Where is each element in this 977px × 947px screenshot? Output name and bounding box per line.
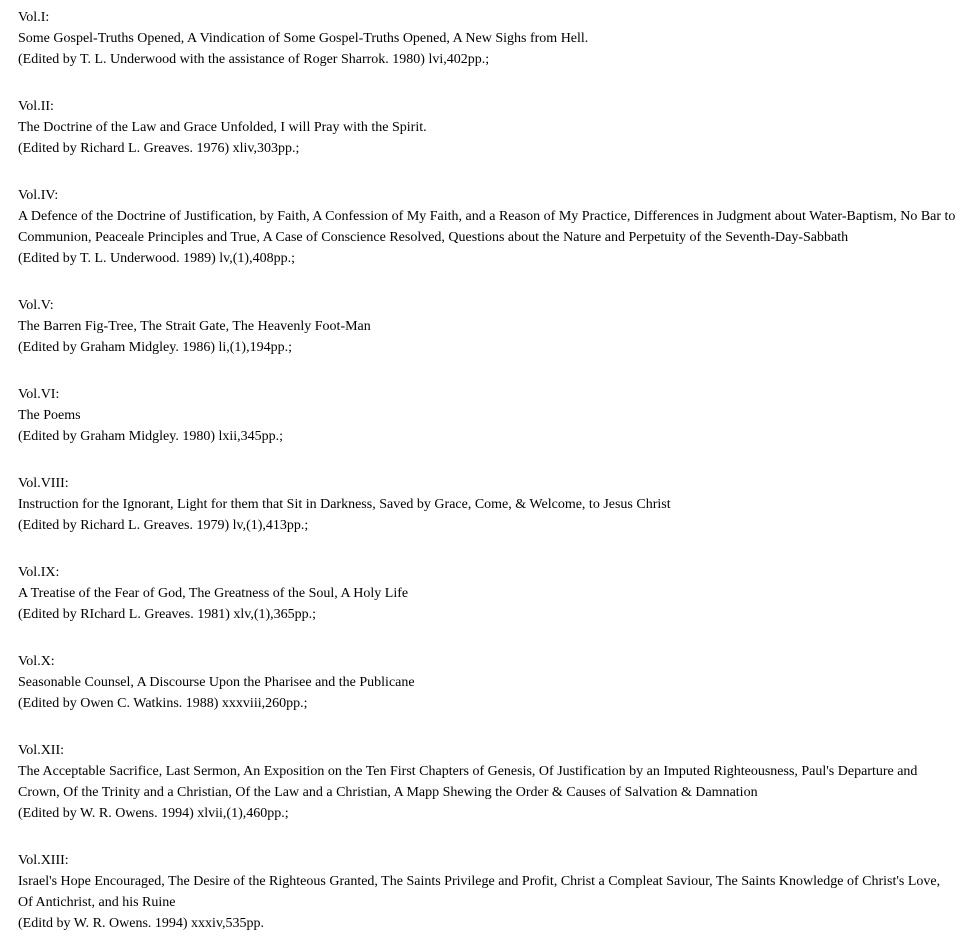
volume-label: Vol.IX:: [18, 565, 60, 580]
volume-entry: [18, 96, 973, 159]
volume-edition: (Edited by T. L. Underwood with the assistance of Roger Sharrok. 1980) lvi,402pp.;: [18, 52, 490, 67]
volume-edition: (Edited by W. R. Owens. 1994) xlvii,(1),460pp.;: [18, 806, 289, 821]
volume-edition: (Edited by Richard L. Greaves. 1979) lv,(1),413pp.;: [18, 518, 309, 533]
volume-contents: The Acceptable Sacrifice, Last Sermon, An Exposition on the Ten First Chapters of Genesis, Of Justification by an Imputed Righteousness, Paul's Departure and Crown, Of the Trinity and a Christian, Of the Law and a Christian, A Mapp Shewing the Order & Causes of Salvation & Damnation: [18, 764, 918, 800]
volume-contents: Israel's Hope Encouraged, The Desire of the Righteous Granted, The Saints Privilege and Profit, Christ a Compleat Saviour, The Saints Knowledge of Christ's Love, Of Antichrist, and his Ruine: [18, 874, 941, 910]
volume-label: Vol.I:: [18, 10, 50, 25]
volume-label: Vol.XIII:: [18, 853, 69, 868]
volume-label: Vol.VI:: [18, 387, 60, 402]
volume-entry: [18, 850, 973, 934]
volume-label: Vol.X:: [18, 654, 55, 669]
volume-label: Vol.VIII:: [18, 476, 69, 491]
volume-edition: (Editd by W. R. Owens. 1994) xxxiv,535pp.: [18, 916, 265, 931]
volume-entry: [18, 740, 973, 824]
volume-contents: The Barren Fig-Tree, The Strait Gate, The Heavenly Foot-Man: [18, 319, 371, 334]
volume-entry: [18, 473, 973, 536]
volume-edition: (Edited by Owen C. Watkins. 1988) xxxviii,260pp.;: [18, 696, 308, 711]
volume-edition: (Edited by Graham Midgley. 1986) li,(1),194pp.;: [18, 340, 292, 355]
volume-label: Vol.V:: [18, 298, 54, 313]
volume-entry: [18, 7, 973, 70]
volume-entry: [18, 562, 973, 625]
volume-label: Vol.XII:: [18, 743, 65, 758]
volume-edition: (Edited by RIchard L. Greaves. 1981) xlv,(1),365pp.;: [18, 607, 317, 622]
volume-entry: [18, 295, 973, 358]
volume-edition: (Edited by Graham Midgley. 1980) lxii,345pp.;: [18, 429, 284, 444]
volume-contents: The Doctrine of the Law and Grace Unfolded, I will Pray with the Spirit.: [18, 120, 427, 135]
volume-list: [18, 7, 973, 934]
volume-label: Vol.II:: [18, 99, 54, 114]
volume-contents: A Defence of the Doctrine of Justification, by Faith, A Confession of My Faith, and a Reason of My Practice, Differences in Judgment about Water-Baptism, No Bar to Communion, Peaceale Principles and True, A Case of Conscience Resolved, Questions about the Nature and Perpetuity of the Seventh-Day-Sabbath: [18, 209, 956, 245]
volume-label: Vol.IV:: [18, 188, 59, 203]
volume-edition: (Edited by T. L. Underwood. 1989) lv,(1),408pp.;: [18, 251, 295, 266]
volume-entry: [18, 651, 973, 714]
volume-contents: Instruction for the Ignorant, Light for them that Sit in Darkness, Saved by Grace, Come, & Welcome, to Jesus Christ: [18, 497, 671, 512]
volume-entry: [18, 185, 973, 269]
volume-entry: [18, 384, 973, 447]
volume-contents: Some Gospel-Truths Opened, A Vindication of Some Gospel-Truths Opened, A New Sighs from Hell.: [18, 31, 589, 46]
volume-contents: The Poems: [18, 408, 81, 423]
volume-edition: (Edited by Richard L. Greaves. 1976) xliv,303pp.;: [18, 141, 300, 156]
volume-contents: A Treatise of the Fear of God, The Greatness of the Soul, A Holy Life: [18, 586, 409, 601]
volume-contents: Seasonable Counsel, A Discourse Upon the Pharisee and the Publicane: [18, 675, 415, 690]
